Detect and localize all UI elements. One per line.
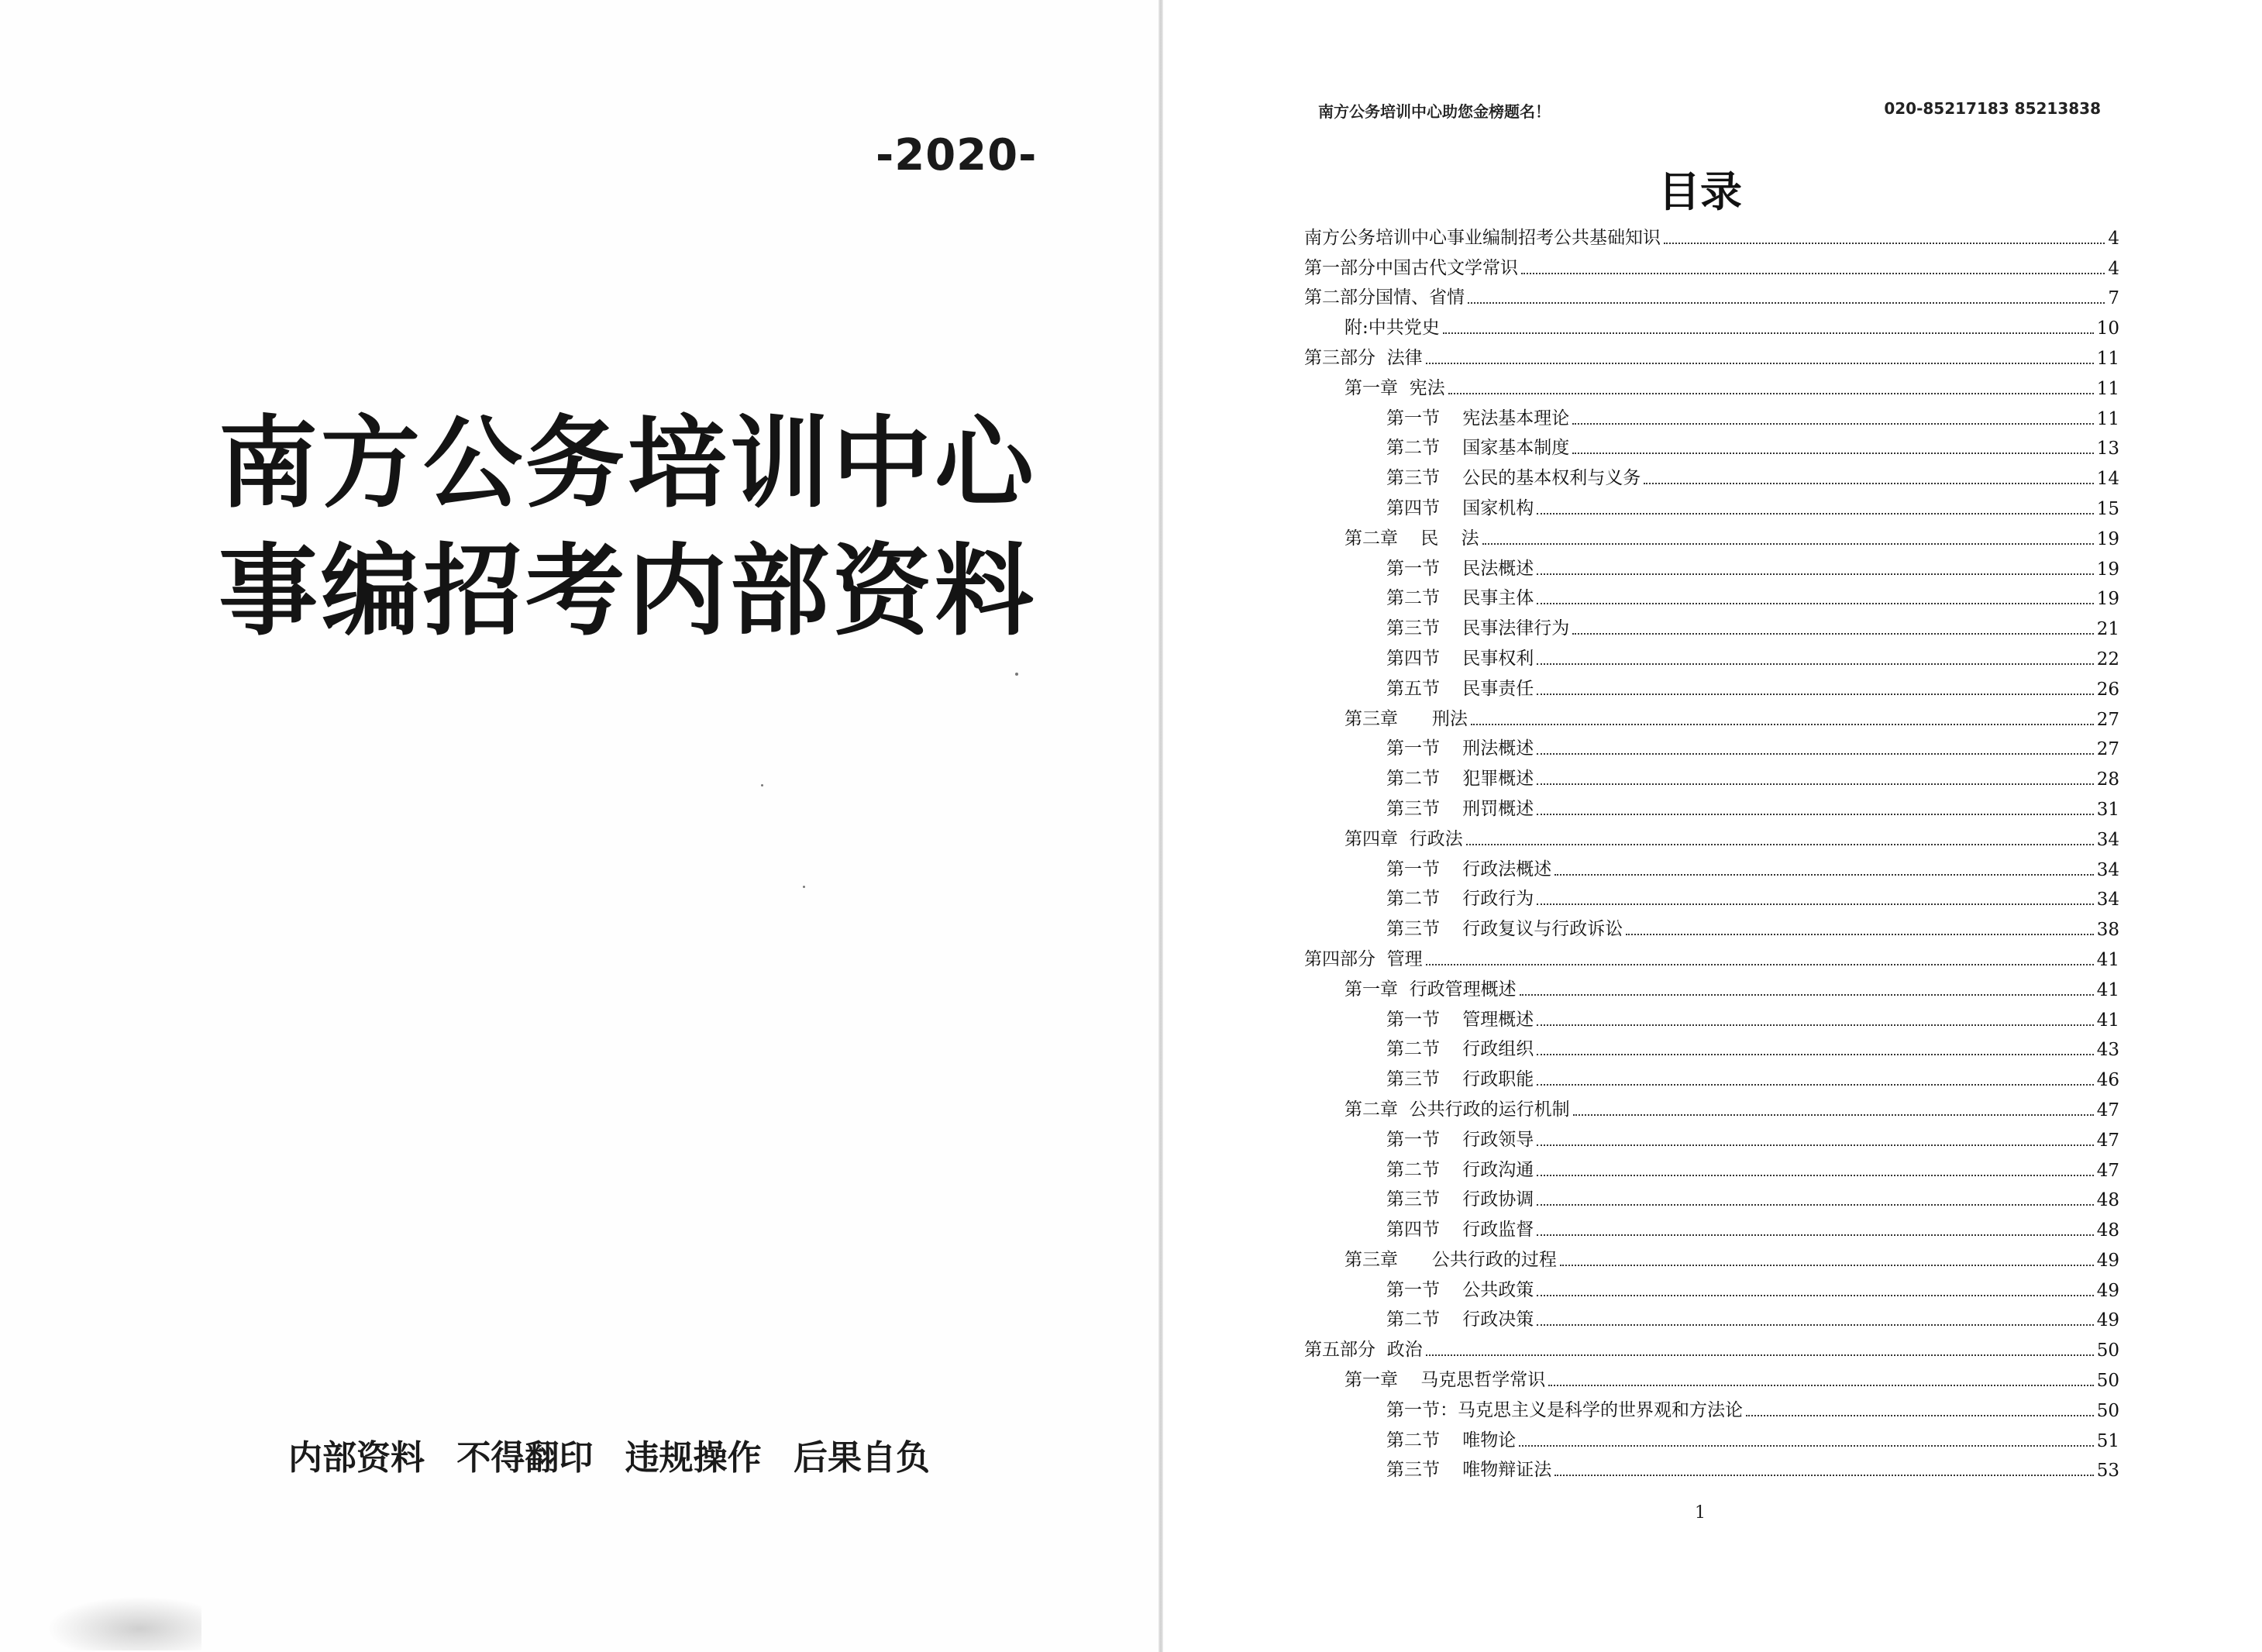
toc-entry-label: 第一节 管理概述 — [1386, 1005, 1535, 1031]
toc-entry-label: 第一节 民法概述 — [1386, 554, 1535, 580]
toc-entry[interactable] — [1304, 759, 2119, 790]
toc-dot-leader — [1520, 994, 2094, 996]
toc-entry-page: 7 — [2108, 288, 2119, 309]
toc-dot-leader — [1537, 1024, 2093, 1026]
header-slogan: 南方公务培训中心助您金榜题名！ — [1318, 102, 1551, 121]
toc-entry[interactable] — [1304, 249, 2119, 279]
toc-entry-page: 34 — [2096, 890, 2119, 910]
toc-dot-leader — [1554, 1475, 2093, 1476]
cover-year: -2020- — [876, 130, 1038, 181]
toc-entry-label: 第一章 行政管理概述 — [1344, 975, 1518, 1000]
page-number: 1 — [1695, 1503, 1706, 1523]
toc-entry-label: 第二节 国家基本制度 — [1386, 433, 1571, 459]
cover-warning-part: 后果自负 — [793, 1438, 930, 1478]
toc-dot-leader — [1537, 573, 2093, 575]
toc-entry-page: 19 — [2096, 589, 2119, 610]
toc-entry[interactable] — [1304, 489, 2119, 519]
toc-title: 目录 — [1658, 167, 1742, 216]
scan-speck — [1015, 673, 1018, 676]
toc-entry-page: 50 — [2096, 1371, 2119, 1392]
toc-dot-leader — [1537, 1324, 2093, 1326]
header-phone: 020-85217183 85213838 — [1884, 99, 2101, 118]
cover-warning — [288, 1430, 950, 1479]
toc-entry[interactable] — [1304, 519, 2119, 549]
toc-entry-label: 第二节 行政行为 — [1386, 884, 1535, 910]
toc-dot-leader — [1537, 513, 2093, 515]
toc-entry[interactable] — [1304, 910, 2119, 940]
toc-entry[interactable] — [1304, 1151, 2119, 1181]
toc-entry[interactable] — [1304, 940, 2119, 970]
toc-dot-leader — [1466, 844, 2094, 845]
toc-entry[interactable] — [1304, 970, 2119, 1000]
toc-entry-page: 51 — [2096, 1430, 2119, 1451]
toc-entry-label: 第一章 宪法 — [1344, 373, 1447, 399]
toc-entry-page: 41 — [2096, 949, 2119, 970]
toc-entry[interactable] — [1304, 730, 2119, 760]
toc-entry-page: 15 — [2096, 498, 2119, 519]
toc-dot-leader — [1537, 603, 2093, 604]
toc-dot-leader — [1537, 1204, 2093, 1206]
toc-entry[interactable] — [1304, 880, 2119, 910]
toc-entry[interactable] — [1304, 700, 2119, 730]
toc-entry-page: 49 — [2096, 1280, 2119, 1301]
toc-entry-page: 26 — [2096, 679, 2119, 700]
toc-entry-label: 第三部分 法律 — [1304, 343, 1424, 369]
toc-dot-leader — [1572, 453, 2093, 454]
toc-dot-leader — [1468, 302, 2105, 304]
toc-entry-page: 43 — [2096, 1040, 2119, 1061]
toc-entry-page: 41 — [2096, 979, 2119, 1000]
cover-title-line2: 事编招考内部资料 — [219, 534, 1038, 649]
toc-entry-label: 第一节 行政法概述 — [1386, 855, 1553, 880]
toc-dot-leader — [1426, 1354, 2094, 1356]
toc-dot-leader — [1537, 1234, 2093, 1236]
toc-entry-page: 49 — [2096, 1310, 2119, 1331]
toc-entry-label: 第三节 行政协调 — [1386, 1185, 1535, 1210]
toc-entry[interactable] — [1304, 609, 2119, 639]
toc-entry-page: 38 — [2096, 920, 2119, 941]
toc-dot-leader — [1426, 363, 2094, 364]
toc-dot-leader — [1537, 903, 2093, 905]
toc-entry-page: 14 — [2096, 469, 2119, 490]
toc-entry-page: 34 — [2096, 859, 2119, 880]
toc-entry-page: 21 — [2096, 619, 2119, 640]
toc-dot-leader — [1746, 1415, 2094, 1416]
toc-entry-page: 10 — [2096, 318, 2119, 339]
toc-entry-label: 第一节 公共政策 — [1386, 1275, 1535, 1301]
cover-warning-part: 违规操作 — [625, 1438, 762, 1478]
cover-warning-part: 不得翻印 — [456, 1438, 594, 1478]
toc-dot-leader — [1537, 1144, 2093, 1146]
toc-entry[interactable] — [1304, 399, 2119, 429]
toc-entry-label: 第二节 行政沟通 — [1386, 1155, 1535, 1181]
scan-speck — [803, 886, 805, 888]
toc-entry-label: 第一部分中国古代文学常识 — [1304, 253, 1520, 279]
toc-entry-page: 19 — [2096, 559, 2119, 580]
toc-entry-page: 47 — [2096, 1160, 2119, 1181]
toc-entry[interactable] — [1304, 1421, 2119, 1451]
cover-warning-part: 内部资料 — [288, 1438, 425, 1478]
toc-entry-label: 第四章 行政法 — [1344, 824, 1465, 850]
toc-entry-page: 31 — [2096, 799, 2119, 820]
toc-entry-label: 南方公务培训中心事业编制招考公共基础知识 — [1304, 223, 1662, 249]
toc-dot-leader — [1548, 1385, 2093, 1386]
toc-entry-label: 第二章 公共行政的运行机制 — [1344, 1095, 1572, 1120]
toc-entry-label: 附:中共党史 — [1344, 313, 1441, 339]
toc-entry[interactable] — [1304, 1031, 2119, 1061]
toc-dot-leader — [1537, 1084, 2093, 1086]
toc-entry-page: 19 — [2096, 528, 2119, 549]
toc-entry-page: 46 — [2096, 1070, 2119, 1091]
toc-dot-leader — [1554, 874, 2093, 876]
toc-entry[interactable] — [1304, 279, 2119, 309]
toc-entry-label: 第一节：马克思主义是科学的世界观和方法论 — [1386, 1396, 1744, 1421]
toc-entry[interactable] — [1304, 1181, 2119, 1211]
toc-entry-label: 第二章 民 法 — [1344, 524, 1481, 549]
toc-entry[interactable] — [1304, 790, 2119, 820]
toc-entry[interactable] — [1304, 549, 2119, 580]
toc-dot-leader — [1572, 423, 2093, 425]
toc-entry[interactable] — [1304, 1271, 2119, 1301]
toc-dot-leader — [1537, 1175, 2093, 1176]
toc-entry[interactable] — [1304, 820, 2119, 850]
toc-entry[interactable] — [1304, 339, 2119, 369]
toc-dot-leader — [1626, 934, 2093, 935]
toc-entry-page: 4 — [2108, 258, 2119, 279]
toc-dot-leader — [1537, 1295, 2093, 1296]
toc-dot-leader — [1572, 633, 2093, 635]
toc-dot-leader — [1644, 483, 2093, 484]
toc-entry-label: 第一节 行政领导 — [1386, 1125, 1535, 1151]
toc-entry-label: 第二节 行政组织 — [1386, 1034, 1535, 1060]
toc-entry[interactable] — [1304, 639, 2119, 669]
toc-entry[interactable] — [1304, 219, 2119, 249]
toc-entry-page: 47 — [2096, 1130, 2119, 1151]
toc-dot-leader — [1471, 724, 2094, 725]
toc-entry[interactable] — [1304, 369, 2119, 399]
toc-entry-page: 47 — [2096, 1100, 2119, 1120]
toc-dot-leader — [1537, 783, 2093, 785]
toc-dot-leader — [1537, 814, 2093, 815]
toc-entry-page: 11 — [2096, 378, 2119, 399]
toc-entry-page: 11 — [2096, 408, 2119, 429]
toc-entry[interactable] — [1304, 429, 2119, 459]
toc-entry-page: 27 — [2096, 709, 2119, 730]
toc-entry-label: 第四节 行政监督 — [1386, 1215, 1535, 1241]
toc-entry[interactable] — [1304, 669, 2119, 700]
toc-dot-leader — [1426, 964, 2094, 965]
toc-entry-label: 第五节 民事责任 — [1386, 674, 1535, 700]
toc-entry-label: 第二节 唯物论 — [1386, 1426, 1517, 1451]
toc-dot-leader — [1482, 543, 2094, 545]
cover-title-line1: 南方公务培训中心 — [219, 406, 1038, 521]
toc-dot-leader — [1664, 243, 2105, 244]
toc-entry-label: 第三节 行政复议与行政诉讼 — [1386, 914, 1624, 940]
toc-entry-page: 28 — [2096, 769, 2119, 790]
toc-entry-label: 第一章 马克思哲学常识 — [1344, 1365, 1547, 1391]
toc-entry-page: 41 — [2096, 1010, 2119, 1031]
toc-entry[interactable] — [1304, 580, 2119, 610]
toc-entry-page: 4 — [2108, 228, 2119, 249]
toc-dot-leader — [1560, 1265, 2094, 1266]
toc-entry[interactable] — [1304, 308, 2119, 339]
toc-dot-leader — [1537, 753, 2093, 755]
toc-entry[interactable] — [1304, 1210, 2119, 1241]
toc-list — [1304, 219, 2119, 1481]
toc-entry-page: 27 — [2096, 739, 2119, 760]
toc-entry-label: 第三节 民事法律行为 — [1386, 614, 1571, 639]
toc-entry[interactable] — [1304, 1120, 2119, 1151]
toc-entry-label: 第二节 犯罪概述 — [1386, 764, 1535, 790]
toc-entry-label: 第三章 刑法 — [1344, 704, 1469, 730]
toc-entry[interactable] — [1304, 1060, 2119, 1090]
toc-entry-label: 第二节 行政决策 — [1386, 1305, 1535, 1330]
toc-entry[interactable] — [1304, 459, 2119, 489]
toc-dot-leader — [1537, 663, 2093, 665]
toc-dot-leader — [1448, 393, 2094, 394]
toc-entry[interactable] — [1304, 1330, 2119, 1361]
toc-entry[interactable] — [1304, 1451, 2119, 1482]
toc-entry[interactable] — [1304, 1301, 2119, 1331]
toc-entry[interactable] — [1304, 1361, 2119, 1391]
toc-entry-label: 第二部分国情、省情 — [1304, 283, 1466, 308]
toc-entry-label: 第一节 宪法基本理论 — [1386, 404, 1571, 429]
toc-entry-page: 50 — [2096, 1341, 2119, 1361]
toc-entry[interactable] — [1304, 850, 2119, 880]
toc-entry-label: 第三节 刑罚概述 — [1386, 794, 1535, 820]
toc-entry-page: 48 — [2096, 1220, 2119, 1241]
toc-entry-label: 第一节 刑法概述 — [1386, 734, 1535, 759]
toc-entry-label: 第四节 民事权利 — [1386, 644, 1535, 669]
toc-entry-page: 34 — [2096, 829, 2119, 850]
toc-dot-leader — [1521, 273, 2105, 274]
scan-smudge — [46, 1596, 201, 1650]
toc-entry-label: 第四节 国家机构 — [1386, 494, 1535, 519]
toc-entry[interactable] — [1304, 1090, 2119, 1120]
toc-entry[interactable] — [1304, 1000, 2119, 1031]
toc-entry-label: 第三节 唯物辩证法 — [1386, 1455, 1553, 1481]
toc-dot-leader — [1537, 693, 2093, 695]
toc-entry-label: 第二节 民事主体 — [1386, 583, 1535, 609]
toc-entry[interactable] — [1304, 1241, 2119, 1271]
toc-entry-label: 第三节 公民的基本权利与义务 — [1386, 463, 1642, 489]
scan-speck — [761, 784, 763, 786]
toc-entry-label: 第四部分 管理 — [1304, 945, 1424, 970]
toc-dot-leader — [1443, 332, 2094, 334]
toc-entry-page: 50 — [2096, 1400, 2119, 1421]
toc-entry-page: 11 — [2096, 348, 2119, 369]
toc-dot-leader — [1519, 1445, 2093, 1447]
toc-entry-page: 22 — [2096, 649, 2119, 669]
toc-entry-label: 第三章 公共行政的过程 — [1344, 1245, 1558, 1271]
toc-entry-label: 第五部分 政治 — [1304, 1335, 1424, 1361]
toc-entry[interactable] — [1304, 1391, 2119, 1421]
toc-entry-page: 53 — [2096, 1461, 2119, 1482]
toc-dot-leader — [1573, 1114, 2094, 1116]
toc-entry-page: 13 — [2096, 439, 2119, 459]
toc-entry-page: 48 — [2096, 1190, 2119, 1211]
toc-entry-page: 49 — [2096, 1250, 2119, 1271]
toc-entry-label: 第三节 行政职能 — [1386, 1065, 1535, 1090]
toc-page — [1163, 0, 2262, 1652]
toc-dot-leader — [1537, 1054, 2093, 1055]
